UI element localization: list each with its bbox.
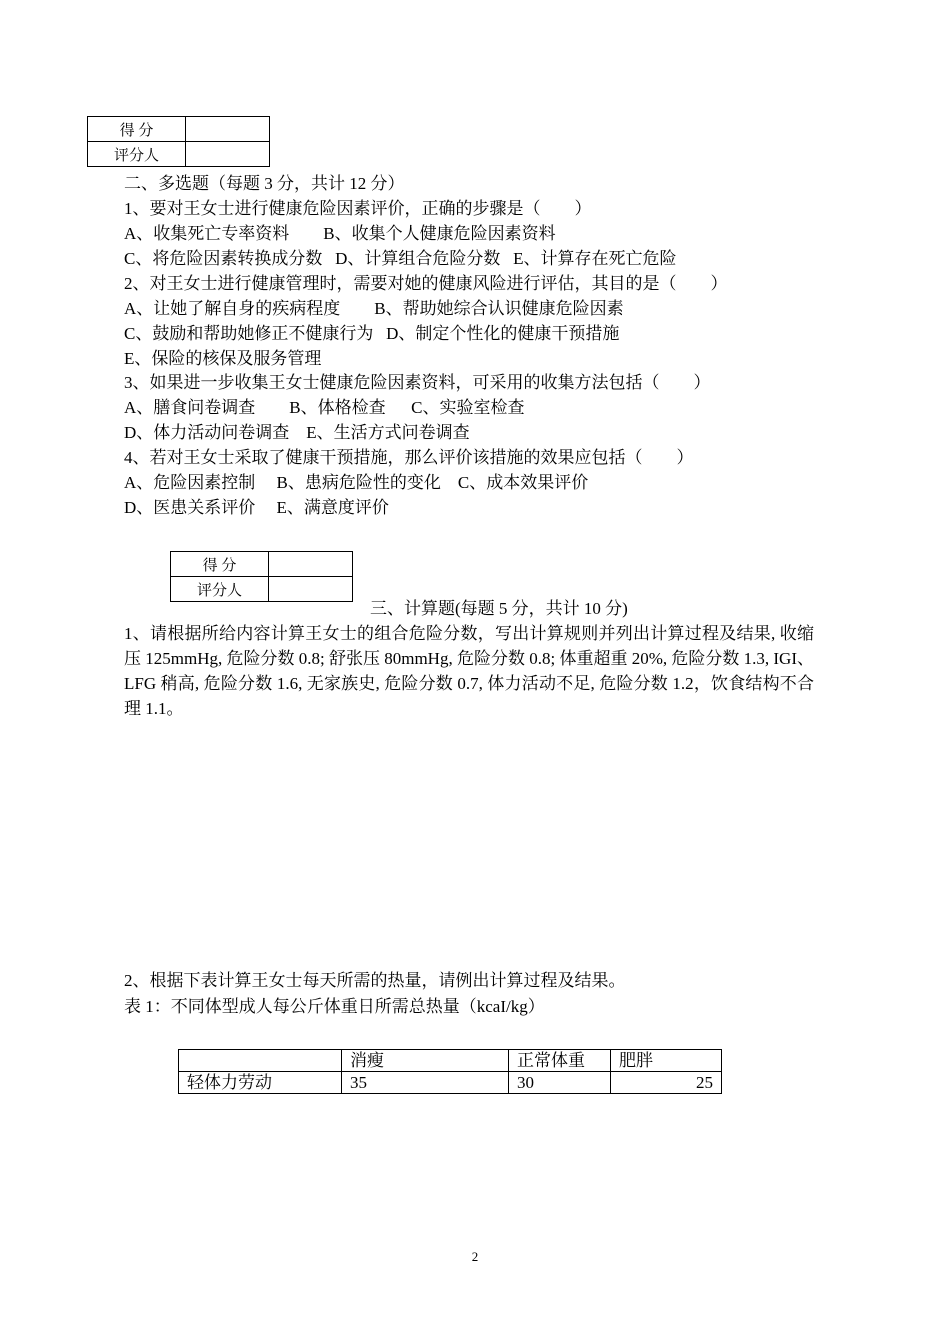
question-line: 4、若对王女士采取了健康干预措施，那么评价该措施的效果应包括（ ）: [124, 448, 694, 467]
table-header-cell: 正常体重: [509, 1050, 611, 1072]
calorie-table: [178, 1049, 722, 1094]
option-line: C、将危险因素转换成分数 D、计算组合危险分数 E、计算存在死亡危险: [124, 249, 677, 268]
section-title-multiple-choice: 二、多选题（每题 3 分，共计 12 分）: [124, 174, 405, 193]
table-header-cell: 肥胖: [611, 1050, 722, 1072]
grader-value-cell: [186, 142, 270, 167]
calculation-question-2: 2、根据下表计算王女士每天所需的热量，请例出计算过程及结果。: [124, 971, 626, 990]
table-row: [179, 1072, 722, 1094]
page-number: 2: [471, 1249, 479, 1264]
score-value-cell: [186, 117, 270, 142]
option-line: A、膳食问卷调查 B、体格检查 C、实验室检查: [124, 398, 525, 417]
score-box: [170, 551, 353, 602]
section-title-calculation: 三、计算题(每题 5 分，共计 10 分): [370, 599, 628, 618]
option-line: A、让她了解自身的疾病程度 B、帮助她综合认识健康危险因素: [124, 299, 624, 318]
grader-label: 评分人: [171, 577, 269, 602]
option-line: A、危险因素控制 B、患病危险性的变化 C、成本效果评价: [124, 473, 589, 492]
table-header-cell: [179, 1050, 342, 1072]
score-value-cell: [269, 552, 353, 577]
option-line: A、收集死亡专率资料 B、收集个人健康危险因素资料: [124, 224, 556, 243]
option-line: E、保险的核保及服务管理: [124, 349, 322, 368]
score-label: 得 分: [171, 552, 269, 577]
table-header-cell: 消瘦: [342, 1050, 509, 1072]
option-line: D、医患关系评价 E、满意度评价: [124, 498, 389, 517]
table-caption: 表 1：不同体型成人每公斤体重日所需总热量（kcaI/kg）: [124, 997, 545, 1016]
calculation-question-1: 1、请根据所给内容计算王女士的组合危险分数，写出计算规则并列出计算过程及结果, 收缩压 125mmHg, 危险分数 0.8; 舒张压 80mmHg, 危险分数 0.8; 体重超重 20%, 危险分数 1.3, IGI、LFG 稍高, 危险分数 1.6, 无家族史, 危险分数 0.7, 体力活动不足, 危险分数 1.2，饮食结构不合理 1.1。: [124, 624, 814, 718]
table-header-row: [179, 1050, 722, 1072]
table-cell: 轻体力劳动: [179, 1072, 342, 1094]
option-line: D、体力活动问卷调查 E、生活方式问卷调查: [124, 423, 470, 442]
score-label: 得 分: [88, 117, 186, 142]
grader-value-cell: [269, 577, 353, 602]
option-line: C、鼓励和帮助她修正不健康行为 D、制定个性化的健康干预措施: [124, 324, 620, 343]
grader-label: 评分人: [88, 142, 186, 167]
question-line: 2、对王女士进行健康管理时，需要对她的健康风险进行评估，其目的是（ ）: [124, 274, 728, 293]
table-cell: 25: [611, 1072, 722, 1094]
score-box: [87, 116, 270, 167]
question-line: 1、要对王女士进行健康危险因素评价，正确的步骤是（ ）: [124, 199, 592, 218]
question-line: 3、如果进一步收集王女士健康危险因素资料，可采用的收集方法包括（ ）: [124, 373, 711, 392]
table-cell: 30: [509, 1072, 611, 1094]
table-cell: 35: [342, 1072, 509, 1094]
